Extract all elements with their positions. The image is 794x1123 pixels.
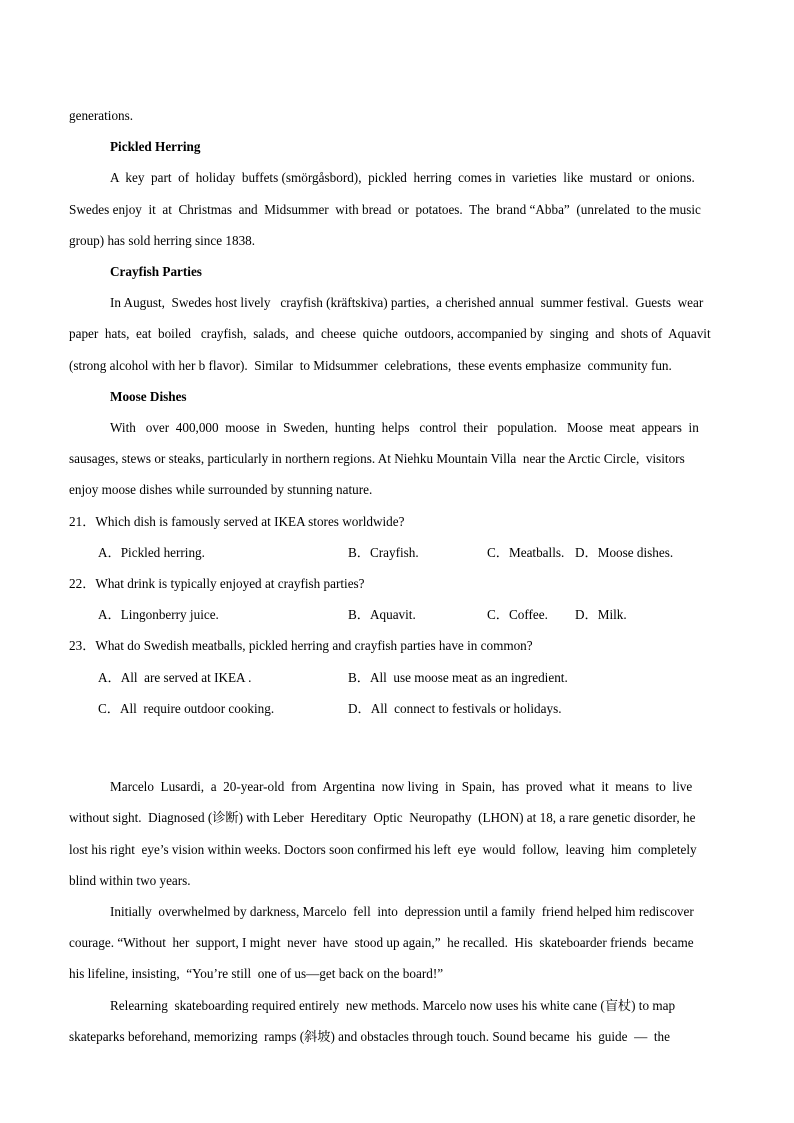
question-21-number: 21． [69,513,96,529]
passage2-paragraph-2 [69,896,723,990]
option-letter: B． [348,544,370,560]
option-text: All are served at IKEA . [120,669,252,685]
option-letter: C． [487,544,509,560]
text-line: (strong alcohol with her b flavor). Similar to Midsummer celebrations, these events emphasize community fun. [69,357,672,373]
text-line: sausages, stews or steaks, particularly in northern regions. At Niehku Mountain Villa near the Arctic Circle, visitors [69,451,685,467]
text-line: A key part of holiday buffets (smörgåsbord), pickled herring comes in varieties like mustard or onions. [110,170,695,186]
option-21-c[interactable] [487,537,564,568]
text-line: without sight. Diagnosed (诊断) with Leber Hereditary Optic Neuropathy (LHON) at 18, a rare genetic disorder, he [69,810,696,826]
option-23-a[interactable] [98,662,251,693]
option-letter: D． [348,700,371,716]
option-23-d[interactable] [348,693,562,724]
question-23-options-row1 [69,662,723,693]
question-23-number: 23． [69,638,96,654]
question-23-stem [69,630,723,661]
option-21-d[interactable] [575,537,673,568]
option-23-b[interactable] [348,662,568,693]
section-heading-moose-dishes: Moose Dishes [110,388,187,404]
option-text: All connect to festivals or holidays. [370,700,562,716]
question-21-text: Which dish is famously served at IKEA stores worldwide? [95,513,405,529]
text-line: With over 400,000 moose in Sweden, hunting helps control their population. Moose meat appears in [110,420,699,436]
option-letter: D． [575,607,598,623]
option-letter: A． [98,669,121,685]
option-letter: A． [98,544,121,560]
text-line: Initially overwhelmed by darkness, Marcelo fell into depression until a family friend helped him rediscover [110,904,694,919]
text-line: skateparks beforehand, memorizing ramps (斜坡) and obstacles through touch. Sound became his guide — the [69,1028,670,1044]
option-text: Aquavit. [369,607,416,623]
option-text: All require outdoor cooking. [119,700,275,716]
option-text: Lingonberry juice. [120,607,219,623]
question-22-text: What drink is typically enjoyed at crayfish parties? [95,576,365,592]
option-letter: A． [98,607,121,623]
text-line: Marcelo Lusardi, a 20-year-old from Argentina now living in Spain, has proved what it means to live [110,779,693,795]
option-text: Moose dishes. [597,544,674,560]
option-text: Meatballs. [508,544,565,560]
text-line: lost his right eye’s vision within weeks. Doctors soon confirmed his left eye would follow, leaving him completely [69,841,697,857]
option-22-d[interactable] [575,599,627,630]
option-text: Milk. [597,607,627,623]
option-letter: D． [575,544,598,560]
option-21-b[interactable] [348,537,419,568]
text-line: his lifeline, insisting, “You’re still one of us—get back on the board!” [69,966,444,982]
passage-separator [69,724,723,755]
option-letter: C． [98,700,120,716]
question-22-stem [69,568,723,599]
question-22-number: 22． [69,576,96,592]
question-21-stem [69,506,723,537]
question-23-options-row2 [69,693,723,724]
option-22-a[interactable] [98,599,219,630]
text-line: In August, Swedes host lively crayfish (kräftskiva) parties, a cherished annual summer festival. Guests wear [110,295,704,311]
section-heading-crayfish-parties: Crayfish Parties [110,264,202,280]
text-line: blind within two years. [69,872,191,888]
option-letter: B． [348,669,370,685]
option-23-c[interactable] [98,693,274,724]
text-line: courage. “Without her support, I might never have stood up again,” he recalled. His skateboarder friends became [69,935,694,951]
passage1-continuation-line: generations. [69,108,134,123]
section-body-crayfish-parties [69,287,723,381]
passage2-paragraph-1 [69,771,723,896]
option-text: All use moose meat as an ingredient. [369,669,568,685]
section-body-pickled-herring [69,162,723,256]
option-text: Crayfish. [369,544,419,560]
option-letter: C． [487,607,509,623]
section-body-moose-dishes [69,412,723,506]
option-21-a[interactable] [98,537,205,568]
question-21-options [69,537,723,568]
option-letter: B． [348,607,370,623]
text-line: enjoy moose dishes while surrounded by stunning nature. [69,482,373,498]
text-line: Swedes enjoy it at Christmas and Midsummer with bread or potatoes. The brand “Abba” (unrelated to the music [69,201,701,217]
question-22-options [69,599,723,630]
section-heading-pickled-herring: Pickled Herring [110,139,201,155]
question-23-text: What do Swedish meatballs, pickled herring and crayfish parties have in common? [95,638,533,654]
option-22-b[interactable] [348,599,416,630]
option-22-c[interactable] [487,599,548,630]
text-line: Relearning skateboarding required entirely new methods. Marcelo now uses his white cane (盲杖) to map [110,997,676,1013]
page-content [69,100,723,1052]
option-text: Pickled herring. [120,544,205,560]
option-text: Coffee. [508,607,548,623]
passage2-paragraph-3 [69,990,723,1052]
passage-separator-half [69,755,723,771]
text-line: group) has sold herring since 1838. [69,232,256,248]
text-line: paper hats, eat boiled crayfish, salads, and cheese quiche outdoors, accompanied by singing and shots of Aquavit [69,326,711,342]
